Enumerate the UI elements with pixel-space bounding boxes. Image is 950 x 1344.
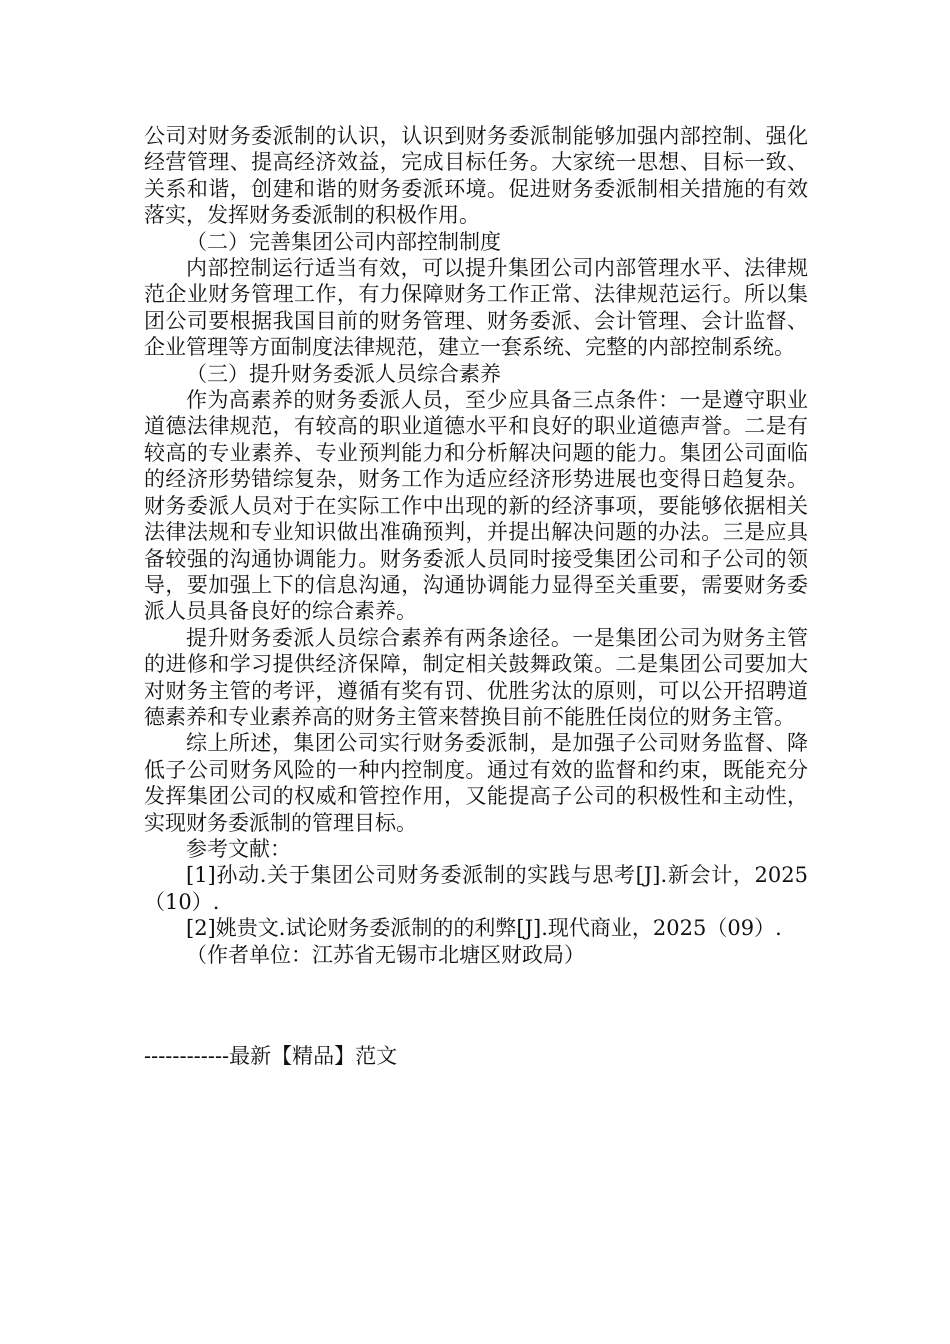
footer-banner: ------------最新【精品】范文 [144,1044,398,1068]
paragraph-qualifications: 作为高素养的财务委派人员，至少应具备三点条件：一是遵守职业道德法律规范，有较高的职业道德水平和良好的职业道德声誉。二是有较高的专业素养、专业预判能力和分析解决问题的能力。集团公司面临的经济形势错综复杂，财务工作为适应经济形势进展也变得日趋复杂。财务委派人员对于在实际工作中出现的新的经济事项，要能够依据相关法律法规和专业知识做出准确预判，并提出解决问题的办法。三是应具备较强的沟通协调能力。财务委派人员同时接受集团公司和子公司的领导，要加强上下的信息沟通，沟通协调能力显得至关重要，需要财务委派人员具备良好的综合素养。 [144,388,808,624]
paragraph-improvement-paths: 提升财务委派人员综合素养有两条途径。一是集团公司为财务主管的进修和学习提供经济保障，制定相关鼓舞政策。二是集团公司要加大对财务主管的考评，遵循有奖有罚、优胜劣汰的原则，可以公开招聘道德素养和专业素养高的财务主管来替换目前不能胜任岗位的财务主管。 [144,625,808,729]
paragraph-continuation: 公司对财务委派制的认识，认识到财务委派制能够加强内部控制、强化经营管理、提高经济效益，完成目标任务。大家统一思想、目标一致、关系和谐，创建和谐的财务委派环境。促进财务委派制相关措施的有效落实，发挥财务委派制的积极作用。 [144,124,808,228]
author-affiliation: （作者单位：江苏省无锡市北塘区财政局） [186,942,585,967]
paragraph-internal-control: 内部控制运行适当有效，可以提升集团公司内部管理水平、法律规范企业财务管理工作，有力保障财务工作正常、法律规范运行。所以集团公司要根据我国目前的财务管理、财务委派、会计管理、会计监督、企业管理等方面制度法律规范，建立一套系统、完整的内部控制系统。 [144,256,808,360]
section-heading-3: （三）提升财务委派人员综合素养 [186,361,501,386]
reference-item-2: [2]姚贵文.试论财务委派制的的利弊[J].现代商业，2025（09）. [186,916,782,941]
paragraph-conclusion: 综上所述，集团公司实行财务委派制，是加强子公司财务监督、降低子公司财务风险的一种内控制度。通过有效的监督和约束，既能充分发挥集团公司的权威和管控作用，又能提高子公司的积极性和主动性，实现财务委派制的管理目标。 [144,731,808,835]
reference-item-1: [1]孙动.关于集团公司财务委派制的实践与思考[J].新会计，2025（10）. [144,863,808,914]
references-heading: 参考文献： [186,836,291,861]
section-heading-2: （二）完善集团公司内部控制制度 [186,229,501,254]
document-body [144,123,808,968]
